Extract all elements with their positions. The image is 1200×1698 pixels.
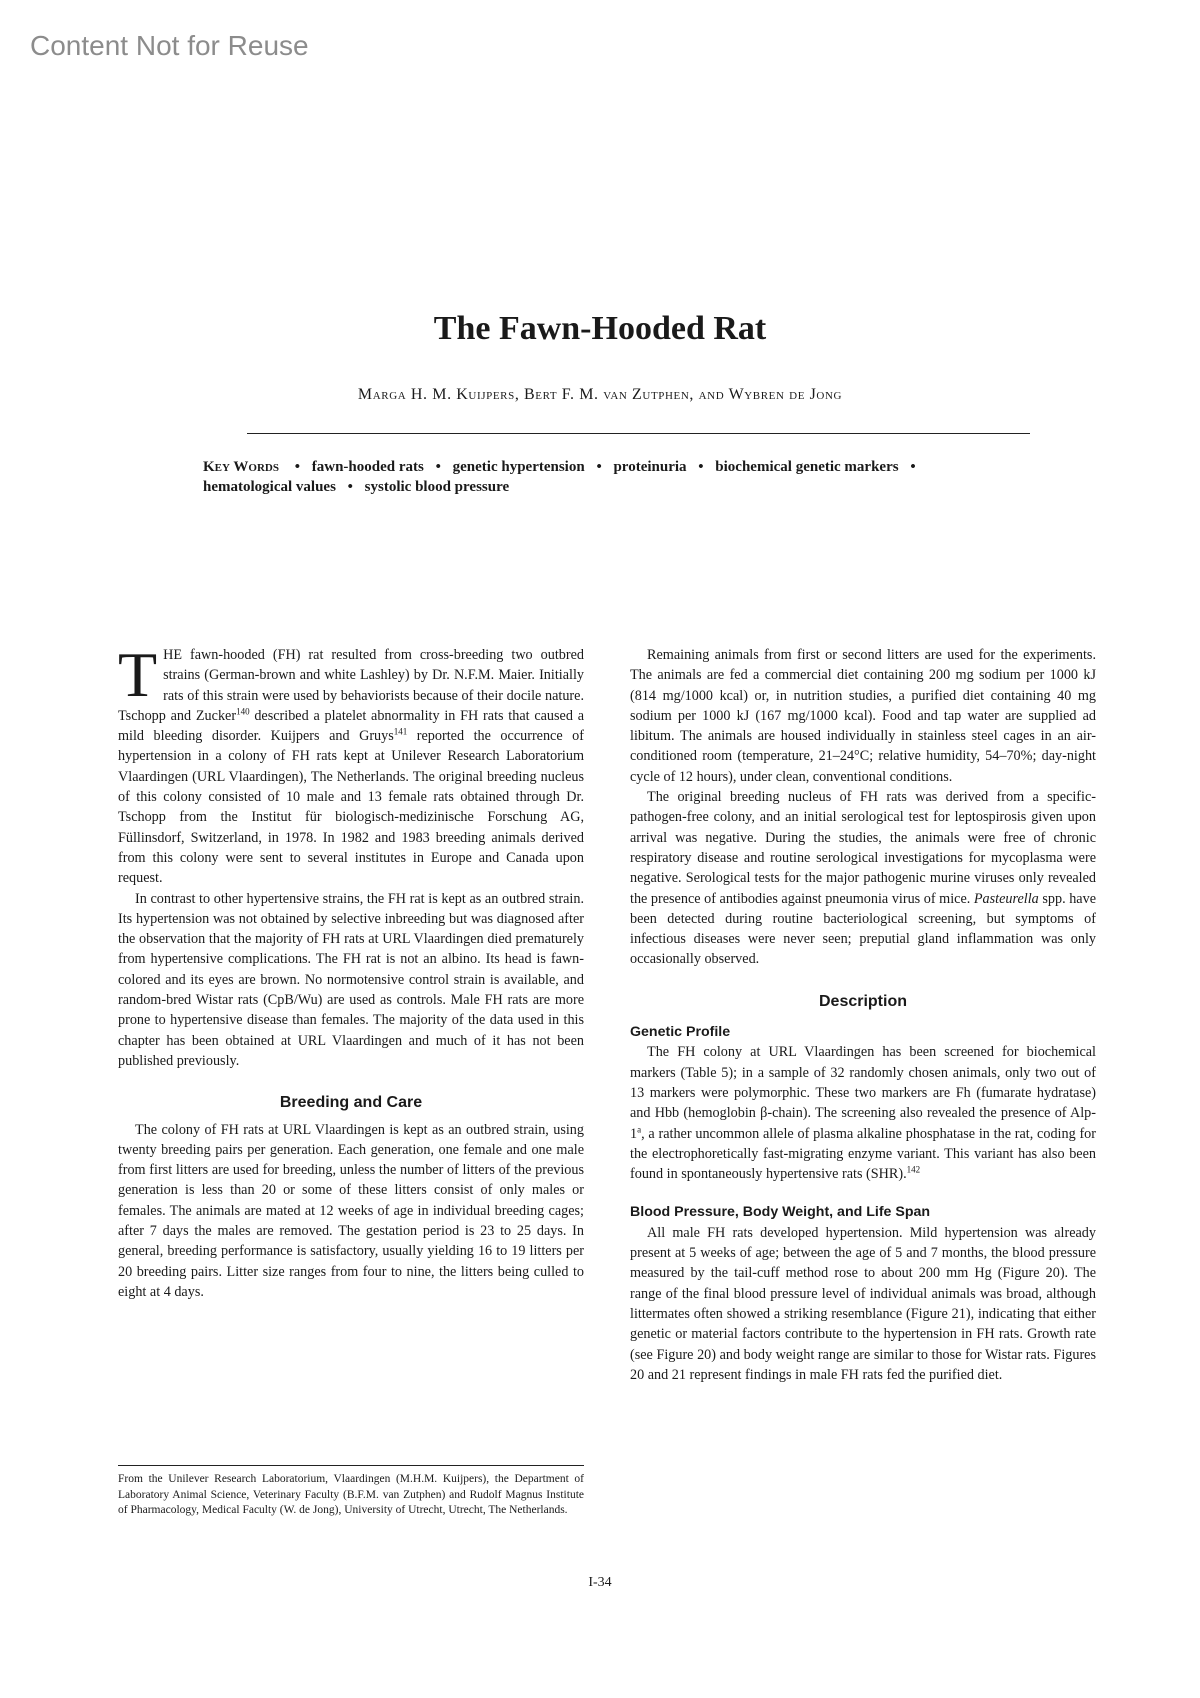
keyword-separator: • [435,459,441,475]
keyword-item: fawn-hooded rats [311,459,424,475]
intro-text-c: reported the occurrence of hypertension in a colony of FH rats kept at Unilever Research Laboratorium Vlaardingen (URL Vlaardingen), The Netherlands. The original breeding nucleus of this colony consisted of 10 male and 13 female rats obtained through Dr. Tschopp from the Institut für biologisch-medizinische Forschung AG, Füllinsdorf, Switzerland, in 1978. In 1982 and 1983 breeding animals derived from this colony were sent to several institutes in Europe and Canada upon request. [118,728,584,887]
intro-paragraph-1 [118,639,584,889]
keyword-separator: • [294,459,301,475]
affiliation-footnote: From the Unilever Research Laboratorium, Vlaardingen (M.H.M. Kuijpers), the Department of Laboratory Animal Science, Veterinary Faculty (B.F.M. van Zutphen) and Rudolf Magnus Institute of Pharmacology, Medical Faculty (W. de Jong), University of Utrecht, Utrecht, The Netherlands. [118,1473,584,1516]
keyword-item: hematological values [203,479,336,495]
intro-text-a: HE fawn-hooded (FH) rat resulted from cross-breeding two outbred strains (German-brown and white Lashley) by Dr. N.F.M. Maier. Initially rats of this strain were used by behaviorists because of their docile nature. Tschopp and Zucker [118,647,584,724]
left-column [118,639,584,1302]
keyword-separator: • [596,459,602,475]
keyword-item: proteinuria [613,459,687,475]
page-number: I-34 [588,1575,612,1590]
keyword-separator: • [347,479,353,495]
keyword-item: genetic hypertension [452,459,585,475]
section-heading-breeding: Breeding and Care [279,1094,423,1112]
health-paragraph [630,787,1096,970]
keywords-label: Key Words [203,459,279,475]
genetic-text-a: The FH colony at URL Vlaardingen has been screened for biochemical markers (Table 5); in a sample of 32 randomly chosen animals, only two out of 13 markers were polymorphic. These two markers are Fh (fumarate hydratase) and Hbb (hemoglobin β-chain). The screening also revealed the presence of Alp-1 [630,1044,1096,1142]
right-column [630,645,1096,1385]
reference-marker: 140 [236,706,250,717]
allele-superscript: a [637,1123,642,1134]
health-text-b: spp. have been detected during routine bacteriological screening, but symptoms of infectious diseases were never seen; preputial gland inflammation was only occasionally observed. [630,890,1096,968]
section-heading-description: Description [818,992,907,1010]
keyword-item: systolic blood pressure [364,479,510,495]
keyword-separator: • [910,459,916,475]
italic-genus: Pasteurella [973,890,1039,907]
reference-marker: 142 [906,1164,921,1175]
keyword-item: biochemical genetic markers [715,459,899,475]
subheading-genetic-profile: Genetic Profile [630,1024,731,1041]
footnote-divider [118,1465,584,1466]
intro-text-b: described a platelet abnormality in FH rats that caused a mild bleeding disorder. Kuijpers and Gruys [118,707,584,745]
genetic-paragraph [630,1042,1096,1184]
drop-cap: T [118,639,158,710]
blood-pressure-paragraph: All male FH rats developed hypertension. Mild hypertension was already present at 5 weeks of age; between the age of 5 and 7 months, the blood pressure measured by the tail-cuff method rose to about 200 mm Hg (Figure 20). The range of the final blood pressure level of individual animals was broad, although littermates often showed a striking resemblance (Figure 21), indicating that either genetic or material factors contribute to the hypertension in FH rats. Growth rate (see Figure 20) and body weight range are similar to those for Wistar rats. Figures 20 and 21 represent findings in male FH rats fed the purified diet. [630,1224,1096,1383]
housing-paragraph: Remaining animals from first or second litters are used for the experiments. The animals are fed a commercial diet containing 200 mg sodium per 1000 kJ (814 mg/1000 kcal) or, in nutrition studies, a purified diet containing 40 mg sodium per 1000 kJ (167 mg/1000 kcal). Food and tap water are supplied ad libitum. The animals are housed individually in stainless steel cages in an air-conditioned room (temperature, 21–24°C; relative humidity, 54–70%; day-night cycle of 12 hours), under clean, conventional conditions. [630,647,1096,785]
breeding-paragraph: The colony of FH rats at URL Vlaardingen is kept as an outbred strain, using twenty breeding pairs per generation. Each generation, one female and one male from first litters are used for breeding, unless the number of litters of the previous generation is less than 20 or some of these litters consist of only males or females. The animals are mated at 12 weeks of age in individual breeding cages; after 7 days the males are removed. The gestation period is 23 to 25 days. In general, breeding performance is satisfactory, usually yielding 16 to 19 litters per 20 breeding pairs. Litter size ranges from four to nine, the litters being culled to eight at 4 days. [118,1121,584,1300]
article-title: The Fawn-Hooded Rat [433,310,767,347]
keywords-block [203,457,993,497]
subheading-blood-pressure: Blood Pressure, Body Weight, and Life Span [630,1204,931,1221]
author-list: Marga H. M. Kuijpers, Bert F. M. van Zutphen, and Wybren de Jong [357,386,843,403]
keyword-separator: • [698,459,704,475]
health-text-a: The original breeding nucleus of FH rats was derived from a specific-pathogen-free colony, and an initial serological test for leptospirosis given upon arrival was negative. During the studies, the animals were free of chronic respiratory disease and routine serological investigations for mycoplasma were negative. Serological tests for the major pathogenic murine viruses only revealed the presence of antibodies against pneumonia virus of mice. [630,789,1096,907]
title-divider [247,433,1030,434]
intro-paragraph-2: In contrast to other hypertensive strains, the FH rat is kept as an outbred strain. Its hypertension was not obtained by selective inbreeding but was diagnosed after the observation that the majority of FH rats at URL Vlaardingen died prematurely from hypertensive complications. The FH rat is not an albino. Its head is fawn-colored and its eyes are brown. No normotensive control strain is available, and random-bred Wistar rats (CpB/Wu) are used as controls. Male FH rats are more prone to hypertensive disease than females. The majority of the data used in this chapter has been obtained at URL Vlaardingen and much of it has not been published previously. [118,890,584,1069]
genetic-text-b: , a rather uncommon allele of plasma alkaline phosphatase in the rat, coding for the electrophoretically fast-migrating enzyme variant. This variant has also been found in spontaneously hypertensive rats (SHR). [630,1125,1096,1183]
reference-marker: 141 [393,726,408,737]
watermark-text: Content Not for Reuse [30,30,309,61]
